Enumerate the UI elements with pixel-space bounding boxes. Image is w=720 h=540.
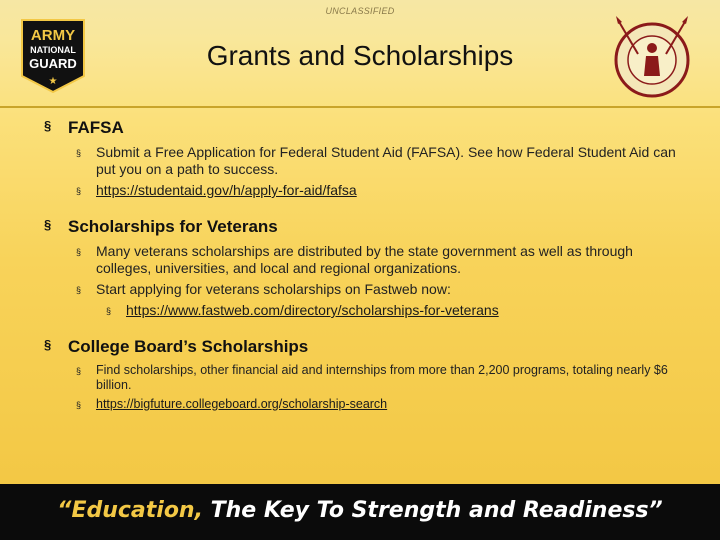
footer-accent-word: Education, <box>71 498 203 523</box>
section-heading <box>40 337 680 357</box>
list-item <box>40 281 680 298</box>
bullet-icon: § <box>76 400 82 410</box>
bullet-icon: § <box>106 306 112 316</box>
section-heading <box>40 118 680 138</box>
army-national-guard-logo <box>20 18 86 94</box>
guard-seal-icon <box>608 14 700 104</box>
logo-star: ★ <box>48 76 58 87</box>
list-item <box>40 243 680 277</box>
footer-tagline <box>0 498 720 523</box>
section-veterans <box>40 217 680 319</box>
fastweb-link[interactable]: https://www.fastweb.com/directory/scholarships-for-veterans <box>126 302 499 318</box>
list-item <box>40 302 680 319</box>
section-heading-text: College Board’s Scholarships <box>68 337 309 356</box>
list-item-text: Many veterans scholarships are distributed by the state government as well as through colleges, universities, and local and regional organizations. <box>96 243 633 276</box>
logo-line-2: NATIONAL <box>30 45 76 55</box>
list-item-text: Find scholarships, other financial aid and internships from more than 2,200 programs, totaling nearly $6 billion. <box>96 363 668 392</box>
bullet-icon: § <box>44 118 52 133</box>
section-heading-text: FAFSA <box>68 118 124 137</box>
bullet-icon: § <box>76 247 82 257</box>
footer-banner <box>0 484 720 540</box>
logo-line-1: ARMY <box>30 27 76 44</box>
bullet-icon: § <box>76 366 82 376</box>
classification-label: UNCLASSIFIED <box>325 6 395 16</box>
bullet-icon: § <box>44 337 52 352</box>
bullet-icon: § <box>44 217 52 232</box>
footer-open-quote: “ <box>57 498 72 523</box>
bullet-icon: § <box>76 186 82 196</box>
section-fafsa <box>40 118 680 199</box>
header-divider <box>0 106 720 108</box>
logo-line-3: GUARD <box>29 56 77 71</box>
list-item <box>40 363 680 393</box>
bullet-icon: § <box>76 285 82 295</box>
collegeboard-link[interactable]: https://bigfuture.collegeboard.org/scholarship-search <box>96 397 388 411</box>
list-item <box>40 144 680 178</box>
section-college-board <box>40 337 680 412</box>
list-item-text: Submit a Free Application for Federal Student Aid (FAFSA). See how Federal Student Aid can put you on a path to success. <box>96 144 676 177</box>
list-item <box>40 397 680 412</box>
section-heading-text: Scholarships for Veterans <box>68 217 278 236</box>
fafsa-link[interactable]: https://studentaid.gov/h/apply-for-aid/fafsa <box>96 182 357 198</box>
footer-rest: The Key To Strength and Readiness” <box>202 498 663 523</box>
list-item <box>40 182 680 199</box>
section-heading <box>40 217 680 237</box>
content-area <box>40 118 680 430</box>
bullet-icon: § <box>76 148 82 158</box>
page-title: Grants and Scholarships <box>206 40 514 71</box>
list-item-text: Start applying for veterans scholarships on Fastweb now: <box>96 281 451 297</box>
